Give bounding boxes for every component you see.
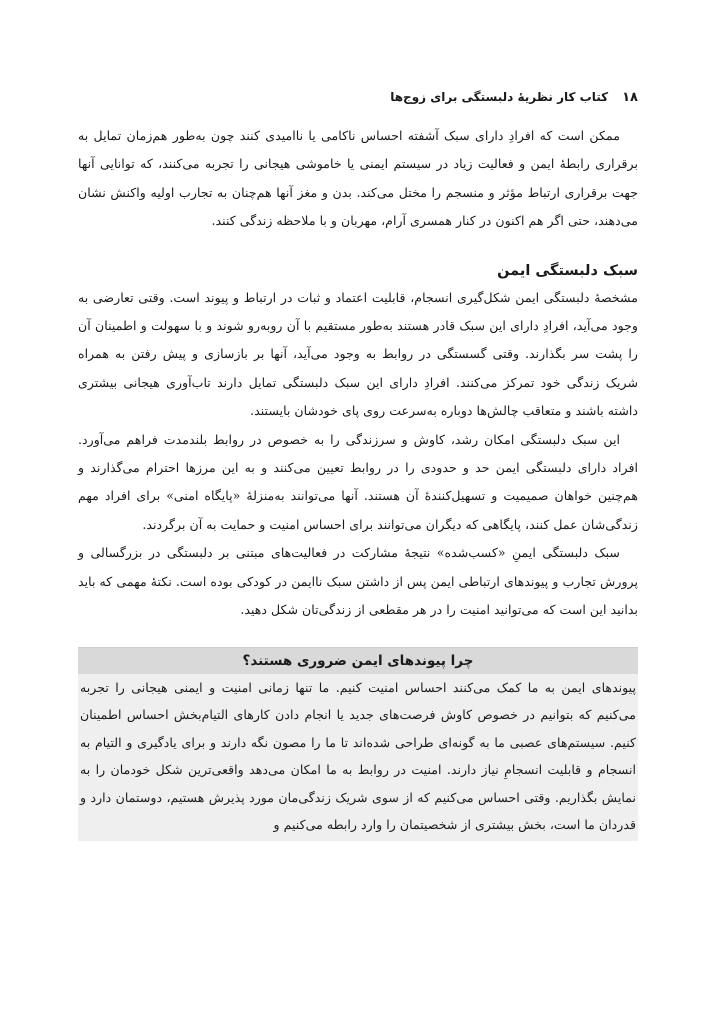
page-number: ۱۸: [622, 90, 638, 105]
running-title: کتاب کار نظریهٔ دلبستگی برای زوج‌ها: [390, 90, 609, 104]
book-page: [78, 90, 638, 841]
section-paragraph-3: سبک دلبستگی ایمنِ «کسب‌شده» نتیجهٔ مشارکت در فعالیت‌های مبتنی بر دلبستگی در بزرگسالی و پرورش تجارب و پیوندهای ارتباطی ایمن پس از داشتن سبک ناایمن در کودکی بوده است. نکتهٔ مهمی که باید بدانید این است که می‌توانید امنیت را در هر مقطعی از زندگی‌تان شکل دهید.: [78, 545, 638, 618]
sidebar-box-text: پیوندهای ایمن به ما کمک می‌کنند احساس امنیت کنیم. ما تنها زمانی امنیت و ایمنی هیجانی را تجربه می‌کنیم که بتوانیم در خصوص کاوش فرصت‌های جدید یا انجام دادن کارهای التیام‌بخش احساس اطمینان کنیم. سیستم‌های عصبی ما به گونه‌ای طراحی شده‌اند تا ما را مصون نگه دارند و برای یادگیری و التیام به انسجام و قابلیت انسجامِ نیاز دارند. امنیت در روابط به ما امکان می‌دهد واقعی‌ترین شکل خودمان را به نمایش بگذاریم. وقتی احساس می‌کنیم که از سوی شریک زندگی‌مان مورد پذیرش هستیم، دوستمان دارد و قدردان ما است، بخش بیشتری از شخصیتمان را وارد رابطه می‌کنیم و: [80, 679, 636, 833]
section-paragraph-2: این سبک دلبستگی امکان رشد، کاوش و سرزندگی را به خصوص در روابط بلندمدت فراهم می‌آورد. افراد دارای دلبستگی ایمن حد و حدودی را در روابط تعیین می‌کنند و به این مرزها احترام می‌گذارند و هم‌چنین خواهان صمیمیت و تسهیل‌کنندهٔ آن هستند. آنها می‌توانند به‌منزلهٔ «پایگاه امنی» برای افراد مهم زندگی‌شان عمل کنند، پایگاهی که دیگران می‌توانند برای احساس امنیت و حمایت به آن برگردند.: [78, 431, 638, 532]
sidebar-box: [78, 647, 638, 842]
section-heading: سبک دلبستگی ایمن: [497, 262, 638, 279]
sidebar-box-title: چرا پیوندهای ایمن ضروری هستند؟: [78, 648, 638, 674]
sidebar-box-body: [78, 674, 638, 842]
section-paragraph-1: مشخصهٔ دلبستگی ایمن شکل‌گیری انسجام، قابلیت اعتماد و ثبات در ارتباط و پیوند است. وقتی تعارضی به وجود می‌آید، افرادِ دارای این سبک قادر هستند به‌طور مستقیم با آن روبه‌رو شوند و با سهولت و اطمینان آن را پشت سر بگذارند. وقتی گسستگی در روابط به وجود می‌آید، آنها بر بازسازی و پیش رفتن به همراه شریک زندگی خود تمرکز می‌کنند. افرادِ دارای این سبک دلبستگی تمایل دارند تاب‌آوری هیجانی بیشتری داشته باشند و متعاقب چالش‌ها دوباره به‌سرعت روی پای خودشان بایستند.: [78, 289, 638, 419]
intro-paragraph: ممکن است که افرادِ دارای سبک آشفته احساس ناکامی یا ناامیدی کنند چون به‌طور هم‌زمان تمایل به برقراری رابطهٔ ایمن و فعالیت زیاد در سیستم ایمنی یا خاموشی هیجانی را تجربه می‌کنند، که توانایی آنها جهت برقراری ارتباط مؤثر و منسجم را مختل می‌کند. بدن و مغز آنها هم‌چنان به تجارب اولیه واکنش نشان می‌دهند، حتی اگر هم اکنون در کنار همسری آرام، مهربان و با ملاحظه زندگی کنند.: [78, 128, 638, 229]
running-header: [78, 90, 638, 116]
